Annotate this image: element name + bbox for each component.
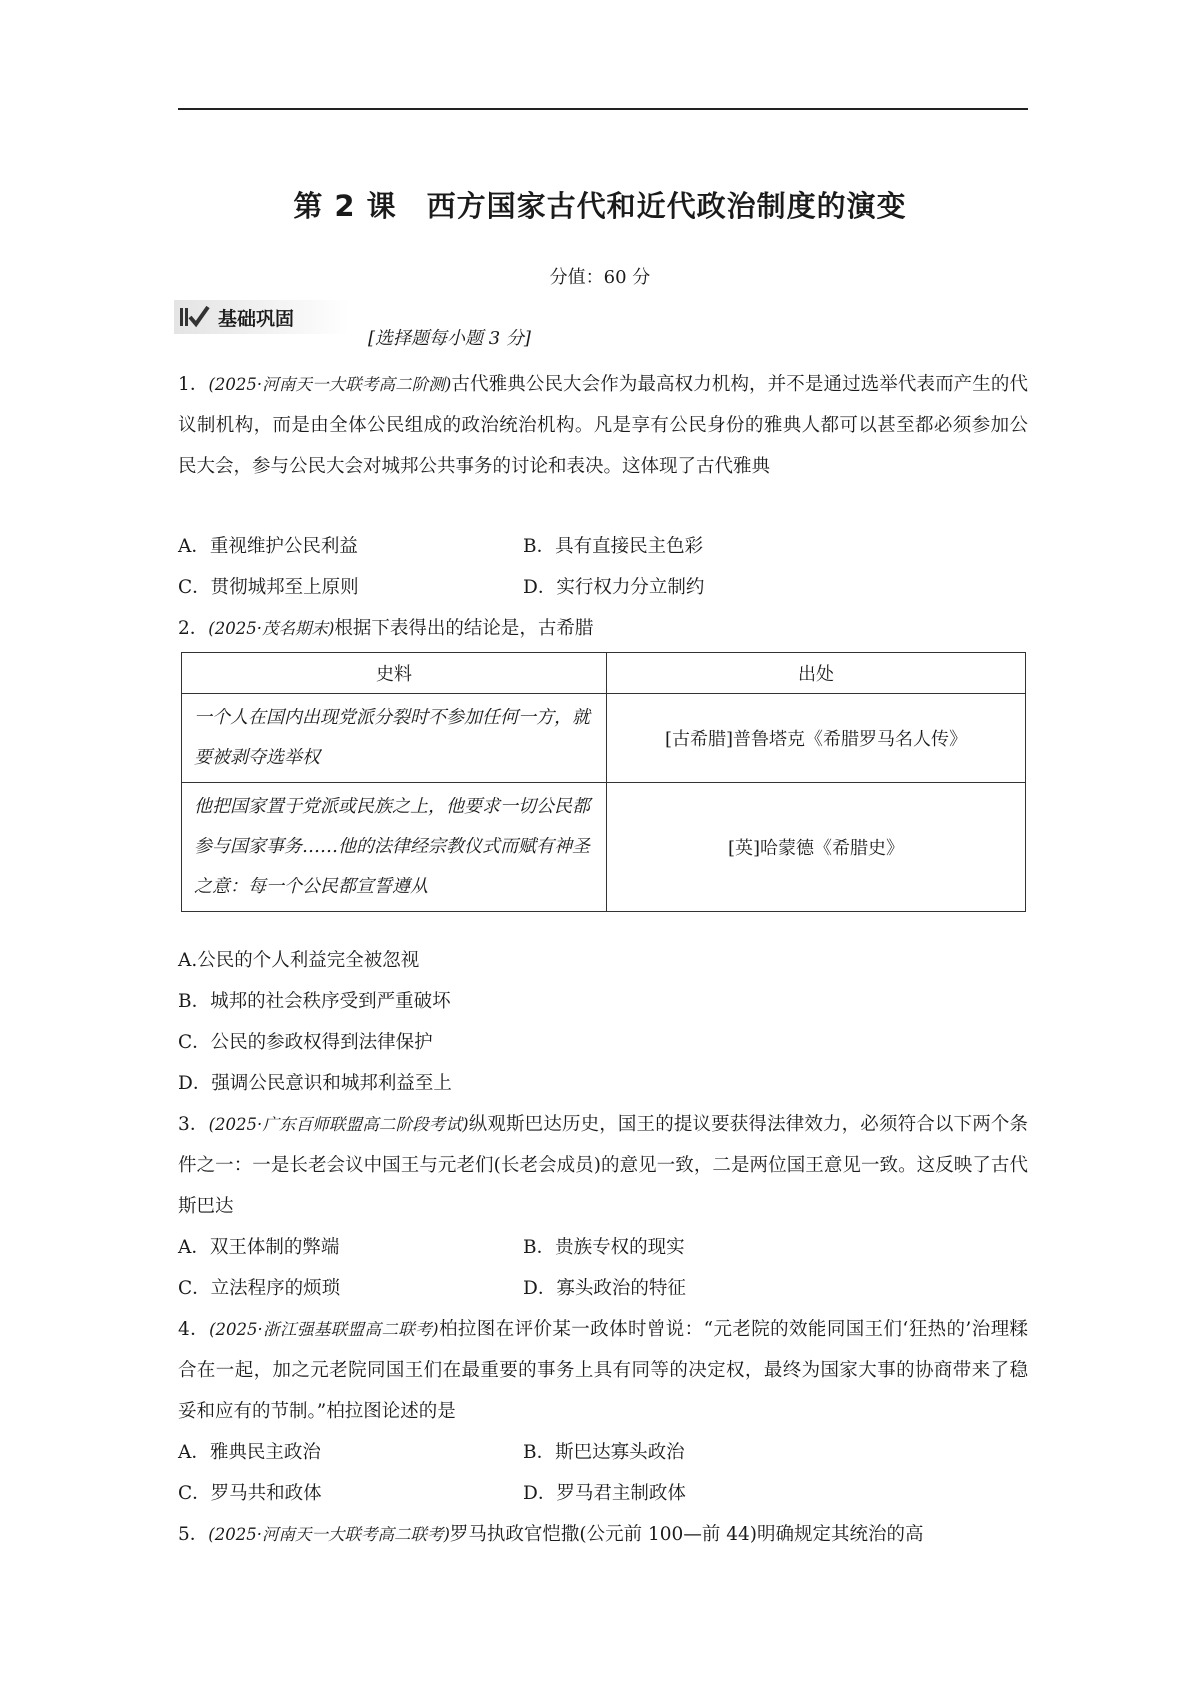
question-stem: 柏拉图在评价某一政体时曾说：“元老院的效能同国王们‘狂热的’治理糅合在一起，加之元老院同国王们在最重要的事务上具有同等的决定权，最终为国家大事的协商带来了稳妥和应有的节制。”柏拉图论述的是: [178, 1319, 1028, 1422]
table-header-row: [182, 653, 1026, 694]
table-cell-source: [英]哈蒙德《希腊史》: [607, 783, 1026, 912]
question-number: 2．: [178, 618, 209, 639]
table-row: [182, 783, 1026, 912]
q3-options: [178, 1227, 1028, 1309]
section-header: [174, 300, 349, 334]
question-stem: 根据下表得出的结论是，古希腊: [334, 618, 594, 639]
q4-option-d[interactable]: D．罗马君主制政体: [523, 1483, 686, 1504]
table-header-material: 史料: [182, 653, 607, 694]
table-cell-material: 他把国家置于党派或民族之上，他要求一切公民都参与国家事务……他的法律经宗教仪式而赋有神圣之意：每一个公民都宣誓遵从: [182, 783, 607, 912]
checklist-icon: [178, 304, 210, 330]
section-note: [选择题每小题 3 分]: [368, 328, 531, 349]
table-row: [182, 694, 1026, 783]
question-number: 3．: [178, 1114, 209, 1135]
q4-options: [178, 1432, 1028, 1514]
section-label: 基础巩固: [218, 307, 295, 330]
source-table: [181, 652, 1026, 912]
top-rule: [178, 108, 1028, 110]
question-5: [178, 1514, 1028, 1555]
question-3: [178, 1104, 1028, 1227]
table-header-source: 出处: [607, 653, 1026, 694]
question-source: (2025·广东百师联盟高二阶段考试): [208, 1115, 469, 1134]
q3-option-d[interactable]: D．寡头政治的特征: [523, 1278, 686, 1299]
q1-option-a[interactable]: A．重视维护公民利益: [178, 536, 358, 557]
q1-options: [178, 526, 1028, 608]
q4-option-a[interactable]: A．雅典民主政治: [178, 1442, 321, 1463]
question-source: (2025·河南天一大联考高二阶测): [208, 375, 452, 394]
table-cell-material: 一个人在国内出现党派分裂时不参加任何一方，就要被剥夺选举权: [182, 694, 607, 783]
question-number: 1．: [178, 374, 209, 395]
score-line: 分值：60 分: [549, 267, 651, 288]
question-source: (2025·茂名期末): [208, 619, 335, 638]
q3-option-b[interactable]: B．贵族专权的现实: [523, 1237, 685, 1258]
question-source: (2025·河南天一大联考高二联考): [208, 1525, 450, 1544]
q2-option-b[interactable]: B．城邦的社会秩序受到严重破坏: [178, 991, 451, 1012]
question-number: 5．: [178, 1524, 209, 1545]
q4-option-c[interactable]: C．罗马共和政体: [178, 1483, 322, 1504]
question-stem: 纵观斯巴达历史，国王的提议要获得法律效力，必须符合以下两个条件之一：一是长老会议中国王与元老们(长老会成员)的意见一致，二是两位国王意见一致。这反映了古代斯巴达: [178, 1114, 1028, 1217]
q1-option-c[interactable]: C．贯彻城邦至上原则: [178, 577, 359, 598]
q2-option-c[interactable]: C．公民的参政权得到法律保护: [178, 1032, 433, 1053]
q1-option-d[interactable]: D．实行权力分立制约: [523, 577, 705, 598]
question-stem: 古代雅典公民大会作为最高权力机构，并不是通过选举代表而产生的代议制机构，而是由全体公民组成的政治统治机构。凡是享有公民身份的雅典人都可以甚至都必须参加公民大会，参与公民大会对城邦公共事务的讨论和表决。这体现了古代雅典: [178, 374, 1028, 477]
question-2: [178, 608, 1028, 649]
page-title: 第 2 课 西方国家古代和近代政治制度的演变: [293, 189, 907, 223]
question-4: [178, 1309, 1028, 1432]
q2-option-a[interactable]: A.公民的个人利益完全被忽视: [178, 950, 420, 971]
table-cell-source: [古希腊]普鲁塔克《希腊罗马名人传》: [607, 694, 1026, 783]
question-source: (2025·浙江强基联盟高二联考): [209, 1320, 439, 1339]
question-stem: 罗马执政官恺撒(公元前 100—前 44)明确规定其统治的高: [449, 1524, 924, 1545]
q2-option-d[interactable]: D．强调公民意识和城邦利益至上: [178, 1073, 452, 1094]
q1-option-b[interactable]: B．具有直接民主色彩: [523, 536, 704, 557]
q4-option-b[interactable]: B．斯巴达寡头政治: [523, 1442, 685, 1463]
q3-option-a[interactable]: A．双王体制的弊端: [178, 1237, 340, 1258]
q3-option-c[interactable]: C．立法程序的烦琐: [178, 1278, 341, 1299]
question-1: [178, 364, 1028, 487]
question-number: 4．: [178, 1319, 210, 1340]
